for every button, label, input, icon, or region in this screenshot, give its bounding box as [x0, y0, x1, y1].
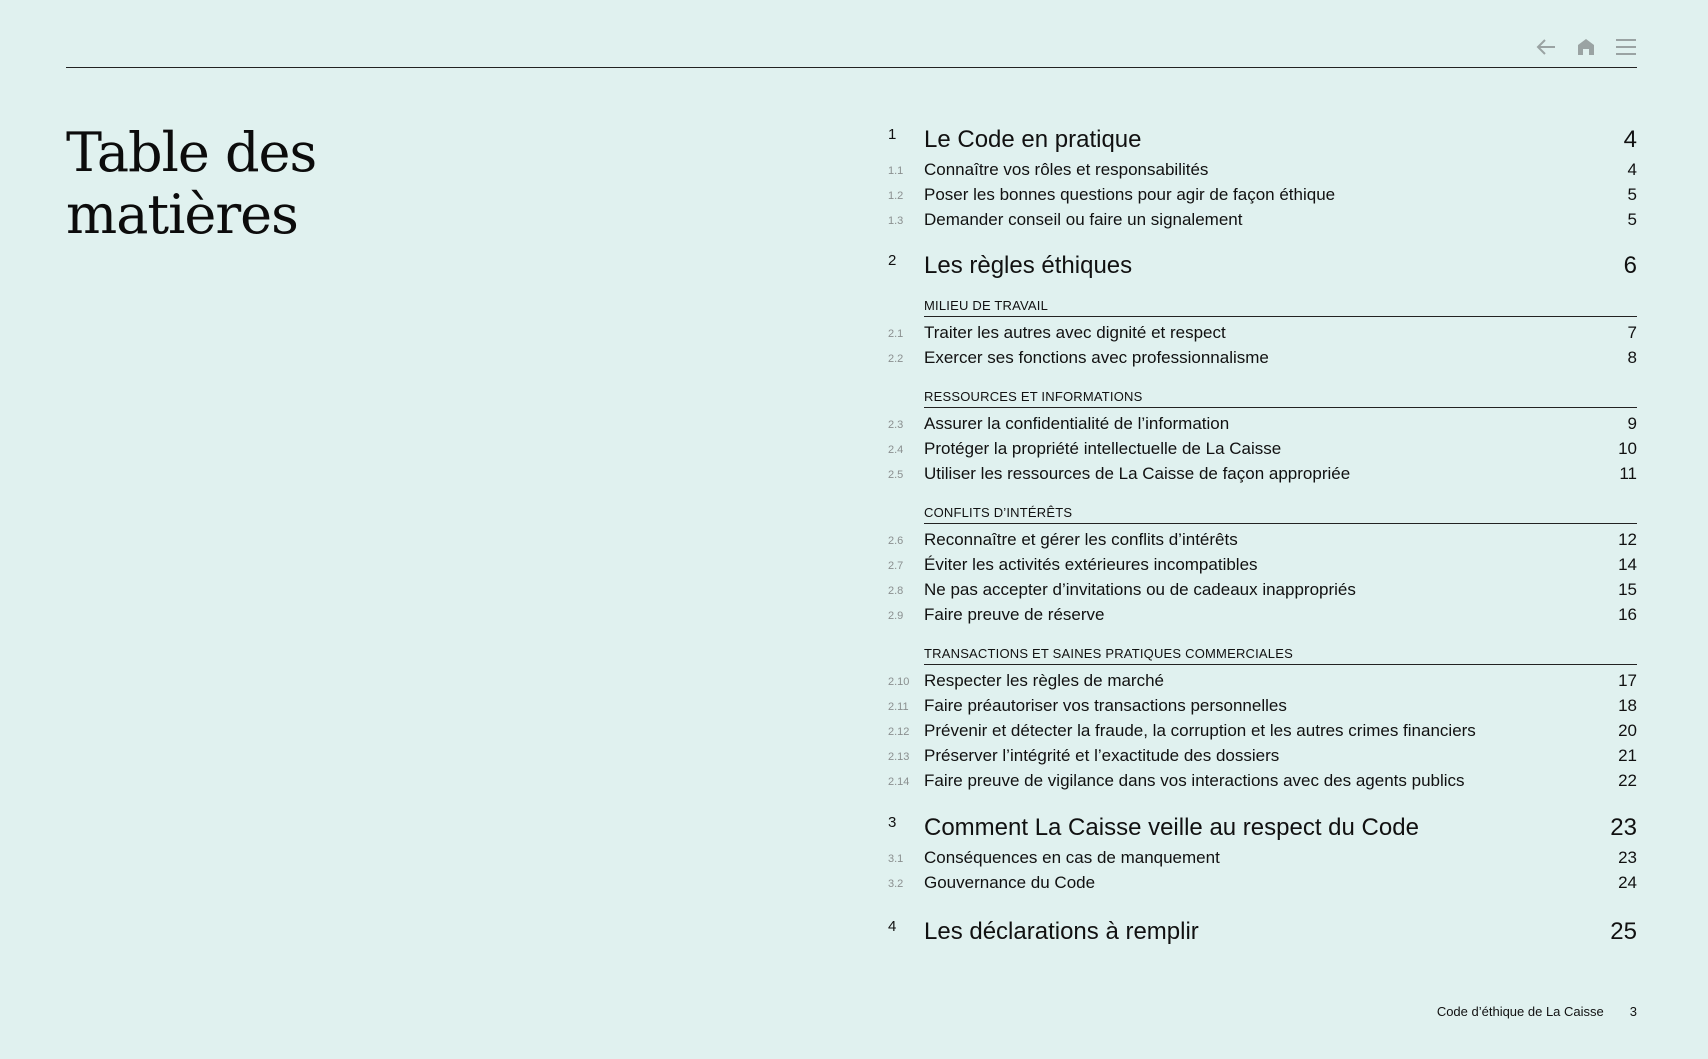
section-title: Les déclarations à remplir [924, 918, 1199, 945]
item-number: 3.2 [888, 878, 904, 890]
arrow-left-icon[interactable] [1535, 36, 1557, 58]
page-number: 22 [1618, 771, 1637, 790]
page-number: 6 [1623, 252, 1637, 279]
item-title: Exercer ses fonctions avec professionnalisme [924, 348, 1269, 367]
item-title: Connaître vos rôles et responsabilités [924, 160, 1209, 179]
page-number: 4 [1627, 160, 1637, 179]
item-title: Ne pas accepter d’invitations ou de cadeaux inappropriés [924, 580, 1356, 599]
item-number: 1.2 [888, 190, 904, 202]
section-number: 2 [888, 252, 897, 269]
toc-item[interactable] [888, 323, 1637, 348]
toc-item[interactable] [888, 848, 1637, 873]
item-number: 2.10 [888, 676, 910, 688]
page-number: 4 [1623, 126, 1637, 153]
toc-item[interactable] [888, 746, 1637, 771]
home-icon[interactable] [1575, 36, 1597, 58]
page-number: 12 [1618, 530, 1637, 549]
section-number: 3 [888, 814, 897, 831]
item-number: 2.6 [888, 535, 904, 547]
page-number: 10 [1618, 439, 1637, 458]
toc-item[interactable] [888, 210, 1637, 235]
toc-item[interactable] [888, 414, 1637, 439]
menu-icon[interactable] [1615, 36, 1637, 58]
item-number: 2.13 [888, 751, 910, 763]
item-title: Utiliser les ressources de La Caisse de façon appropriée [924, 464, 1351, 483]
item-number: 2.1 [888, 328, 904, 340]
toc-section-3[interactable] [888, 814, 1637, 848]
page-number: 5 [1627, 185, 1637, 204]
section-title: Comment La Caisse veille au respect du Code [924, 814, 1419, 841]
footer-page-number: 3 [1629, 1004, 1637, 1019]
item-title: Préserver l’intégrité et l’exactitude des dossiers [924, 746, 1280, 765]
item-number: 1.3 [888, 215, 904, 227]
page-footer [1437, 1004, 1637, 1019]
item-number: 2.2 [888, 353, 904, 365]
page-number: 20 [1618, 721, 1637, 740]
toc-section-1[interactable] [888, 126, 1637, 160]
item-title: Faire preuve de vigilance dans vos interactions avec des agents publics [924, 771, 1465, 790]
toc-section-2[interactable] [888, 252, 1637, 286]
page-number: 18 [1618, 696, 1637, 715]
nav-icons [1535, 36, 1637, 58]
page-number: 8 [1627, 348, 1637, 367]
item-title: Demander conseil ou faire un signalement [924, 210, 1243, 229]
page-number: 17 [1618, 671, 1637, 690]
section-title: Le Code en pratique [924, 126, 1142, 153]
page-title-line1: Table des [66, 121, 317, 184]
item-title: Reconnaître et gérer les conflits d’intérêts [924, 530, 1238, 549]
item-number: 2.12 [888, 726, 910, 738]
item-title: Respecter les règles de marché [924, 671, 1165, 690]
toc-item[interactable] [888, 721, 1637, 746]
toc-item[interactable] [888, 185, 1637, 210]
item-number: 2.4 [888, 444, 904, 456]
page-number: 11 [1619, 464, 1637, 483]
item-number: 2.8 [888, 585, 904, 597]
toc-item[interactable] [888, 580, 1637, 605]
page-number: 16 [1618, 605, 1637, 624]
item-number: 1.1 [888, 165, 904, 177]
item-title: Gouvernance du Code [924, 873, 1096, 892]
toc-item[interactable] [888, 873, 1637, 898]
page-number: 21 [1618, 746, 1637, 765]
item-title: Assurer la confidentialité de l’information [924, 414, 1230, 433]
toc-item[interactable] [888, 696, 1637, 721]
item-title: Éviter les activités extérieures incompatibles [924, 555, 1258, 574]
item-number: 2.7 [888, 560, 904, 572]
toc-section-4[interactable] [888, 918, 1637, 952]
item-title: Prévenir et détecter la fraude, la corruption et les autres crimes financiers [924, 721, 1476, 740]
toc-item[interactable] [888, 439, 1637, 464]
item-number: 2.5 [888, 469, 904, 481]
page-number: 23 [1610, 814, 1637, 841]
toc-item[interactable] [888, 348, 1637, 373]
footer-document-title: Code d’éthique de La Caisse [1436, 1004, 1604, 1019]
item-title: Protéger la propriété intellectuelle de La Caisse [924, 439, 1282, 458]
top-bar [66, 0, 1637, 68]
section-number: 1 [888, 126, 897, 143]
toc-item[interactable] [888, 530, 1637, 555]
item-number: 2.11 [888, 701, 909, 713]
category-heading: TRANSACTIONS ET SAINES PRATIQUES COMMERCIALES [924, 638, 1637, 665]
toc-item[interactable] [888, 605, 1637, 630]
table-of-contents [888, 126, 1637, 952]
page-number: 15 [1618, 580, 1637, 599]
item-number: 3.1 [888, 853, 904, 865]
item-number: 2.14 [888, 776, 910, 788]
item-title: Faire preuve de réserve [924, 605, 1105, 624]
page-number: 9 [1627, 414, 1637, 433]
page-title-line2: matières [66, 183, 298, 246]
item-number: 2.3 [888, 419, 904, 431]
item-title: Traiter les autres avec dignité et respect [924, 323, 1226, 342]
page-number: 7 [1627, 323, 1637, 342]
item-title: Conséquences en cas de manquement [924, 848, 1220, 867]
category-heading: MILIEU DE TRAVAIL [924, 290, 1637, 317]
page-number: 24 [1618, 873, 1637, 892]
section-title: Les règles éthiques [924, 252, 1133, 279]
toc-item[interactable] [888, 555, 1637, 580]
page-title [66, 122, 486, 246]
section-number: 4 [888, 918, 897, 935]
item-number: 2.9 [888, 610, 904, 622]
toc-item[interactable] [888, 464, 1637, 489]
toc-item[interactable] [888, 771, 1637, 796]
toc-item[interactable] [888, 671, 1637, 696]
toc-item[interactable] [888, 160, 1637, 185]
item-title: Poser les bonnes questions pour agir de façon éthique [924, 185, 1336, 204]
page-number: 5 [1627, 210, 1637, 229]
category-heading: CONFLITS D’INTÉRÊTS [924, 497, 1637, 524]
category-heading: RESSOURCES ET INFORMATIONS [924, 381, 1637, 408]
page-number: 25 [1610, 918, 1637, 945]
item-title: Faire préautoriser vos transactions personnelles [924, 696, 1287, 715]
page-number: 14 [1618, 555, 1637, 574]
page-number: 23 [1618, 848, 1637, 867]
